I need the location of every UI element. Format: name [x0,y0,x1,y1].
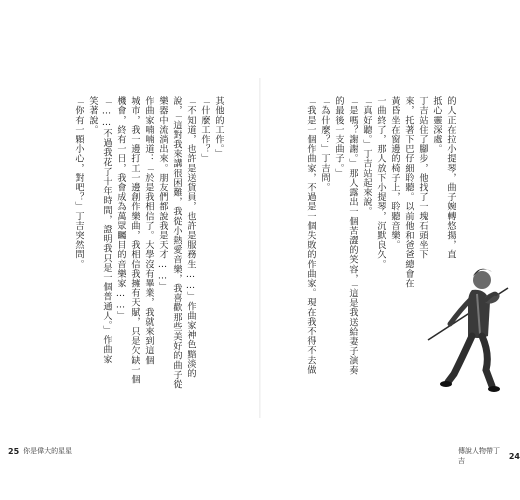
right-text-column: 「真好聽。」丁吉站起來說。 [361,96,372,217]
right-text-column: 丁吉站住了腳步，他找了一塊石頭坐下 [417,96,428,260]
running-title: 你是偉大的星星 [23,447,73,455]
violinist-figure-icon [420,258,515,408]
left-text-column: 笑著說。 [87,96,98,135]
left-text-column: 「什麼工作？」 [199,96,210,164]
left-text-column: 機會，終有一日，我會成為萬眾矚目的音樂家……」 [115,96,126,321]
right-page-footer [458,446,520,466]
right-text-column: 「是嗎？謝謝。」那人露出一個苦澀的笑容，「這是我送給妻子演奏 [347,96,358,375]
left-text-column: 說，「這對我來講很困難，我從小熱愛音樂，我喜歡那些美好的曲子從 [171,96,182,389]
left-text-column: 「……不過我花了十年時間，證明我只是一個普通人。」作曲家 [101,96,112,364]
right-text-column: 抵心靈深處。 [431,96,442,154]
left-text-column: 其他的工作。」 [213,96,224,159]
page-gutter [259,78,261,418]
right-text-column: 黃昏坐在窗邊的椅子上，聆聽音樂。 [389,96,400,250]
left-text-column: 城市，我一邊打工一邊創作樂曲，我相信我擁有天賦，只是欠缺一個 [129,96,140,384]
left-text-column: 樂器中流淌出來。朋友們都說我是天才……」 [157,96,168,292]
right-text-column: 來，托著下巴仔細聆聽。以前他和爸爸總會在 [403,96,414,288]
right-text-column: 的人正在拉小提琴，曲子婉轉悠揚，直 [445,96,456,260]
running-title: 傳說人物帶丁吉 [458,447,500,465]
left-page-footer [8,446,72,456]
right-text-column: 一曲終了，那人放下小提琴，沉默良久。 [375,96,386,269]
page-number: 24 [508,451,520,461]
left-text-column: 「你有一顆小心，對吧？」丁吉突然問。 [73,96,84,269]
page-number: 25 [8,446,20,456]
right-text-column: 的最後一支曲子。」 [333,96,344,178]
head-icon [473,271,491,289]
right-text-column: 「我是一個作曲家，不過是一個失敗的作曲家。現在我不得不去做 [305,96,316,375]
right-text-column: 「為什麼？」丁吉問。 [319,96,330,192]
left-text-column: 「不知道，也許是送貨員，也許是服務生……」作曲家神色黯淡的 [185,96,196,378]
left-text-column: 作曲家喃喃道：「於是我相信了。大學沒有畢業，我就來到這個 [143,96,154,365]
